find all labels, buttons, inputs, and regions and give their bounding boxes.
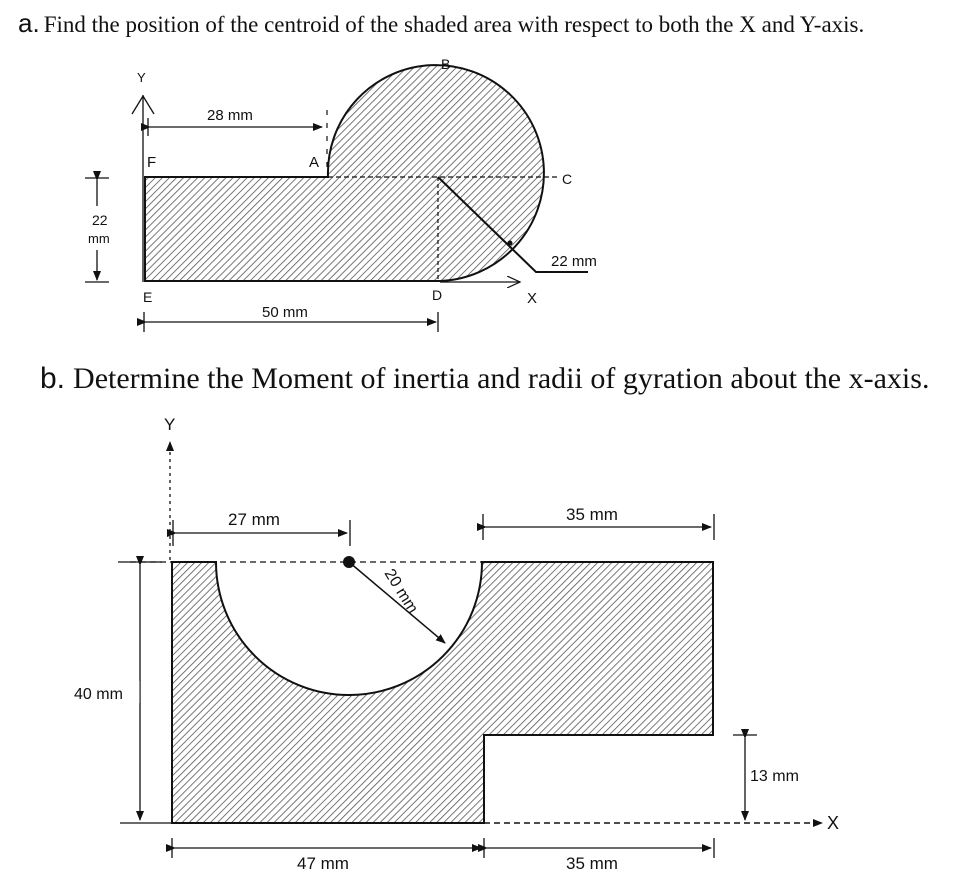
figure-a-dim-22-value: 22 <box>92 212 108 228</box>
figure-a-point-a: A <box>309 154 320 171</box>
figure-a-shaded-area <box>145 65 544 281</box>
question-b-letter: b. <box>40 362 66 395</box>
figure-a <box>85 56 597 332</box>
figure-b-dim-47: 47 mm <box>297 854 349 873</box>
figure-b-dim-radius: 20 mm <box>380 566 421 617</box>
figure-a-point-c: C <box>562 171 573 187</box>
figure-b-dim-35-bottom: 35 mm <box>566 854 618 873</box>
figure-b-dim-27: 27 mm <box>228 510 280 529</box>
figure-a-point-e: E <box>143 289 153 305</box>
figure-a-dim-28: 28 mm <box>207 107 253 124</box>
figure-b-dim-40: 40 mm <box>74 686 123 703</box>
figure-b-dim-35-top: 35 mm <box>566 505 618 524</box>
figure-a-radius-dot <box>508 241 513 246</box>
question-b-text: Determine the Moment of inertia and radii of gyration about the x-axis. <box>73 362 930 395</box>
figure-b-dim-13: 13 mm <box>750 768 799 785</box>
figure-a-axis-y-label: Y <box>137 70 146 85</box>
figure-a-dim-50: 50 mm <box>262 304 308 321</box>
figure-a-point-b: B <box>441 56 451 72</box>
figure-a-point-f: F <box>147 154 157 171</box>
figure-b-shaded-area <box>172 562 713 823</box>
figure-a-dim-22-unit: mm <box>88 231 110 246</box>
question-a-letter: a. <box>18 8 40 38</box>
figure-b-axis-x-label: X <box>827 813 840 833</box>
figure-a-axis-x-label: X <box>527 290 538 307</box>
question-a-text: Find the position of the centroid of the shaded area with respect to both the X and Y-axis. <box>43 12 865 37</box>
figure-b-axis-y-label: Y <box>164 415 176 434</box>
figure-a-dim-radius: 22 mm <box>551 253 597 270</box>
figure-a-point-d: D <box>432 287 443 303</box>
figure-b <box>72 415 839 873</box>
